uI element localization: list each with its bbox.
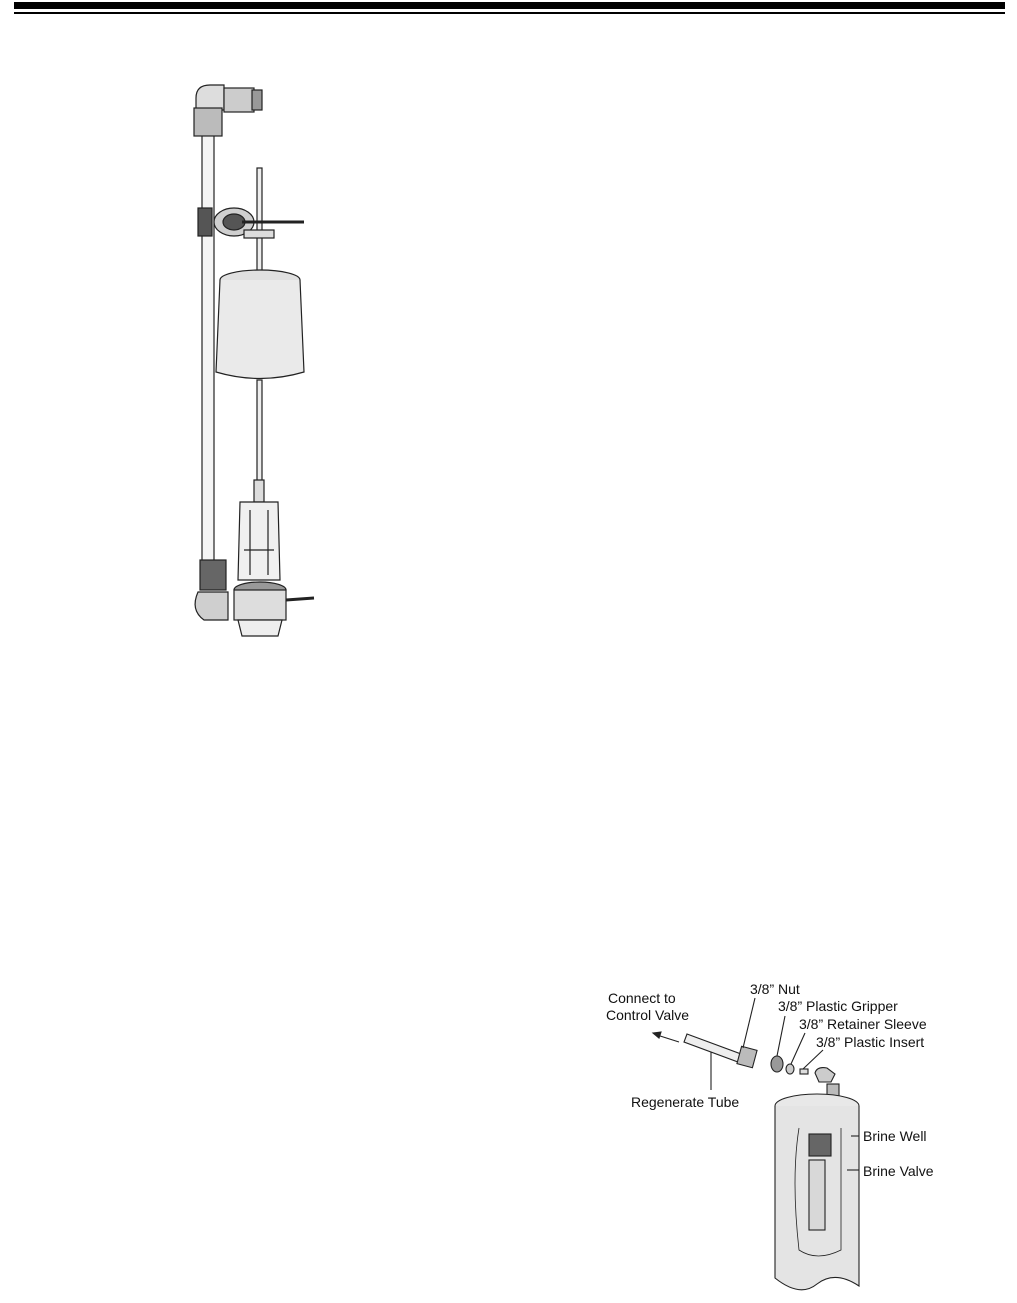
float-rod-lower — [257, 380, 262, 490]
top-fitting — [224, 88, 254, 112]
direction-arrow — [657, 1035, 679, 1042]
internal-float — [809, 1160, 825, 1230]
float-cage — [238, 502, 280, 580]
header-rule-thick — [14, 2, 1005, 9]
nut-drawing — [737, 1046, 757, 1068]
retainer-sleeve-drawing — [786, 1064, 794, 1074]
label-plastic-insert: 3/8” Plastic Insert — [816, 1034, 925, 1050]
float-assembly-illustration — [180, 80, 330, 650]
lower-nut — [200, 560, 226, 590]
top-elbow — [196, 85, 224, 110]
header-rule-thin — [14, 12, 1005, 14]
label-gripper: 3/8” Plastic Gripper — [778, 998, 898, 1014]
label-connect-line1: Connect to — [608, 990, 676, 1006]
label-brine-well: Brine Well — [863, 1128, 927, 1144]
regenerate-tube-drawing — [684, 1034, 741, 1062]
label-retainer-sleeve: 3/8” Retainer Sleeve — [799, 1016, 927, 1032]
regenerate-tube-diagram — [595, 978, 975, 1303]
label-brine-valve: Brine Valve — [863, 1163, 934, 1179]
label-connect-line2: Control Valve — [606, 1007, 690, 1023]
label-nut: 3/8” Nut — [750, 981, 800, 997]
elbow-drawing — [815, 1068, 835, 1082]
upper-clip — [198, 208, 212, 236]
float-body — [216, 280, 304, 379]
top-nut — [194, 108, 222, 136]
plastic-insert-drawing — [800, 1069, 808, 1074]
gripper-drawing — [771, 1056, 783, 1072]
vertical-tube — [202, 135, 214, 565]
lower-elbow — [195, 592, 228, 620]
label-regenerate-tube: Regenerate Tube — [631, 1094, 740, 1110]
brine-valve-body — [234, 590, 286, 620]
